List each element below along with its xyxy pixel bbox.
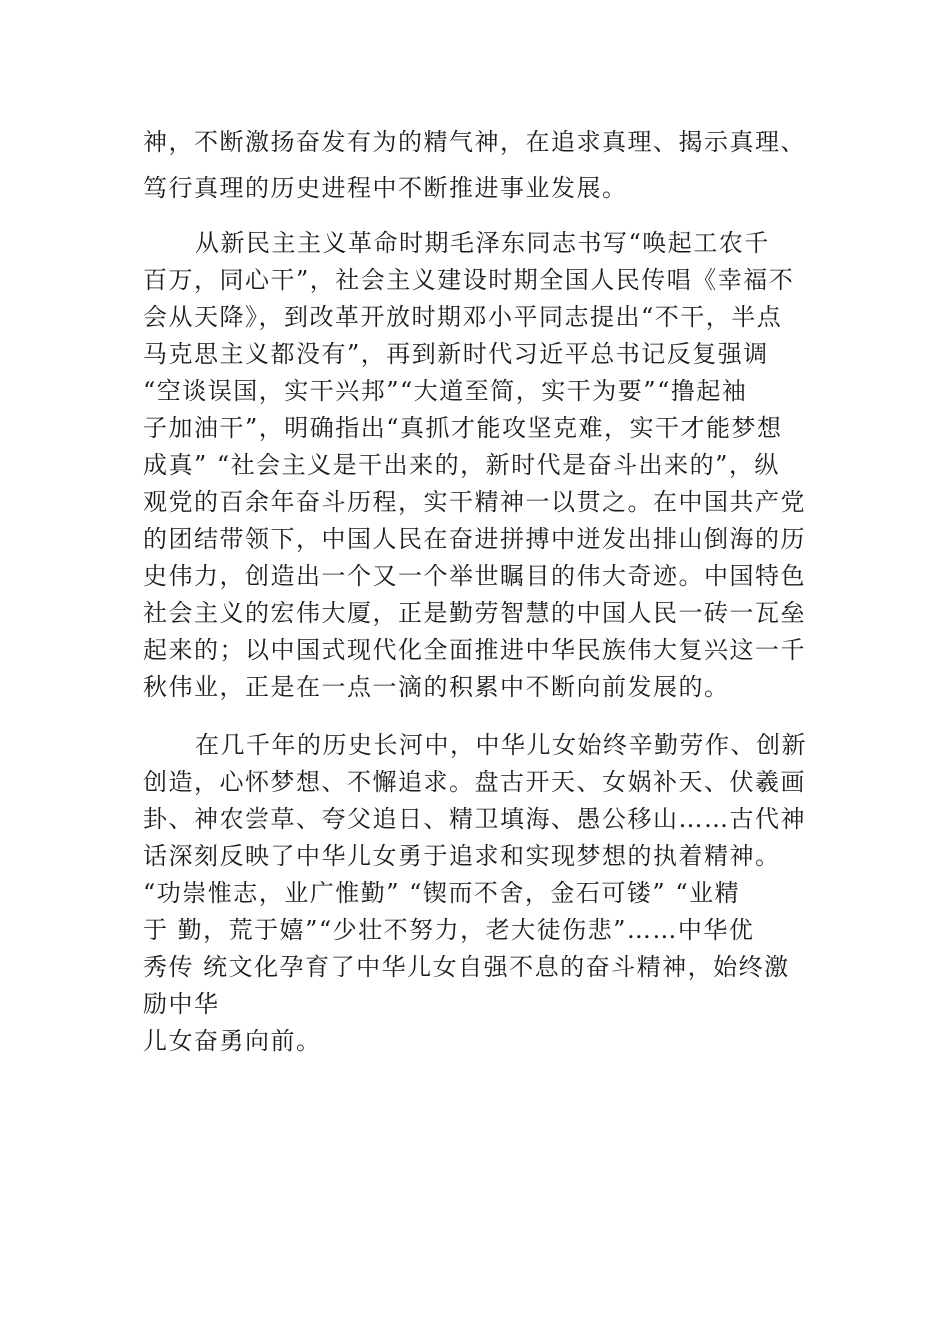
paragraph-2-line-9: 的团结带领下，中国人民在奋进拼搏中迸发出排山倒海的历 xyxy=(143,525,806,553)
paragraph-3-line-7: 秀传 统文化孕育了中华儿女自强不息的奋斗精神，始终激 xyxy=(143,953,790,981)
paragraph-2-line-12: 起来的；以中国式现代化全面推进中华民族伟大复兴这一千 xyxy=(143,636,806,664)
paragraph-3-line-3: 卦、神农尝草、夸父追日、精卫填海、愚公移山……古代神 xyxy=(143,805,806,833)
paragraph-3-line-4: 话深刻反映了中华儿女勇于追求和实现梦想的执着精神。 xyxy=(143,842,781,870)
paragraph-3-line-6: 于 勤，荒于嬉”“少壮不努力，老大徒伤悲”……中华优 xyxy=(143,916,755,944)
paragraph-3-line-8: 励中华 xyxy=(143,990,220,1018)
paragraph-2-line-3: 会从天降》，到改革开放时期邓小平同志提出“不干，半点 xyxy=(143,303,783,331)
paragraph-2-line-4: 马克思主义都没有”，再到新时代习近平总书记反复强调 xyxy=(143,340,769,368)
paragraph-3-line-9: 儿女奋勇向前。 xyxy=(143,1027,322,1055)
paragraph-2-line-1: 从新民主主义革命时期毛泽东同志书写“唤起工农千 xyxy=(195,229,770,257)
paragraph-3-line-5: “功崇惟志，业广惟勤” “锲而不舍，金石可镂” “业精 xyxy=(143,879,741,907)
paragraph-3-line-1: 在几千年的历史长河中，中华儿女始终辛勤劳作、创新 xyxy=(195,731,807,759)
paragraph-2-line-10: 史伟力，创造出一个又一个举世瞩目的伟大奇迹。中国特色 xyxy=(143,562,806,590)
paragraph-2-line-2: 百万，同心干”，社会主义建设时期全国人民传唱《幸福不 xyxy=(143,266,795,294)
paragraph-2-line-6: 子加油干”，明确指出“真抓才能攻坚克难，实干才能梦想 xyxy=(143,414,783,442)
paragraph-1-line-1: 神，不断激扬奋发有为的精气神，在追求真理、揭示真理、 xyxy=(143,128,806,156)
paragraph-1-line-2: 笃行真理的历史进程中不断推进事业发展。 xyxy=(143,174,628,202)
paragraph-2-line-13: 秋伟业，正是在一点一滴的积累中不断向前发展的。 xyxy=(143,673,730,701)
paragraph-3-line-2: 创造，心怀梦想、不懈追求。盘古开天、女娲补天、伏羲画 xyxy=(143,768,806,796)
paragraph-2-line-11: 社会主义的宏伟大厦，正是勤劳智慧的中国人民一砖一瓦垒 xyxy=(143,599,806,627)
paragraph-2-line-8: 观党的百余年奋斗历程，实干精神一以贯之。在中国共产党 xyxy=(143,488,806,516)
paragraph-2-line-7: 成真” “社会主义是干出来的，新时代是奋斗出来的”，纵 xyxy=(143,451,780,479)
paragraph-2-line-5: “空谈误国，实干兴邦”“大道至简，实干为要”“撸起袖 xyxy=(143,377,748,405)
